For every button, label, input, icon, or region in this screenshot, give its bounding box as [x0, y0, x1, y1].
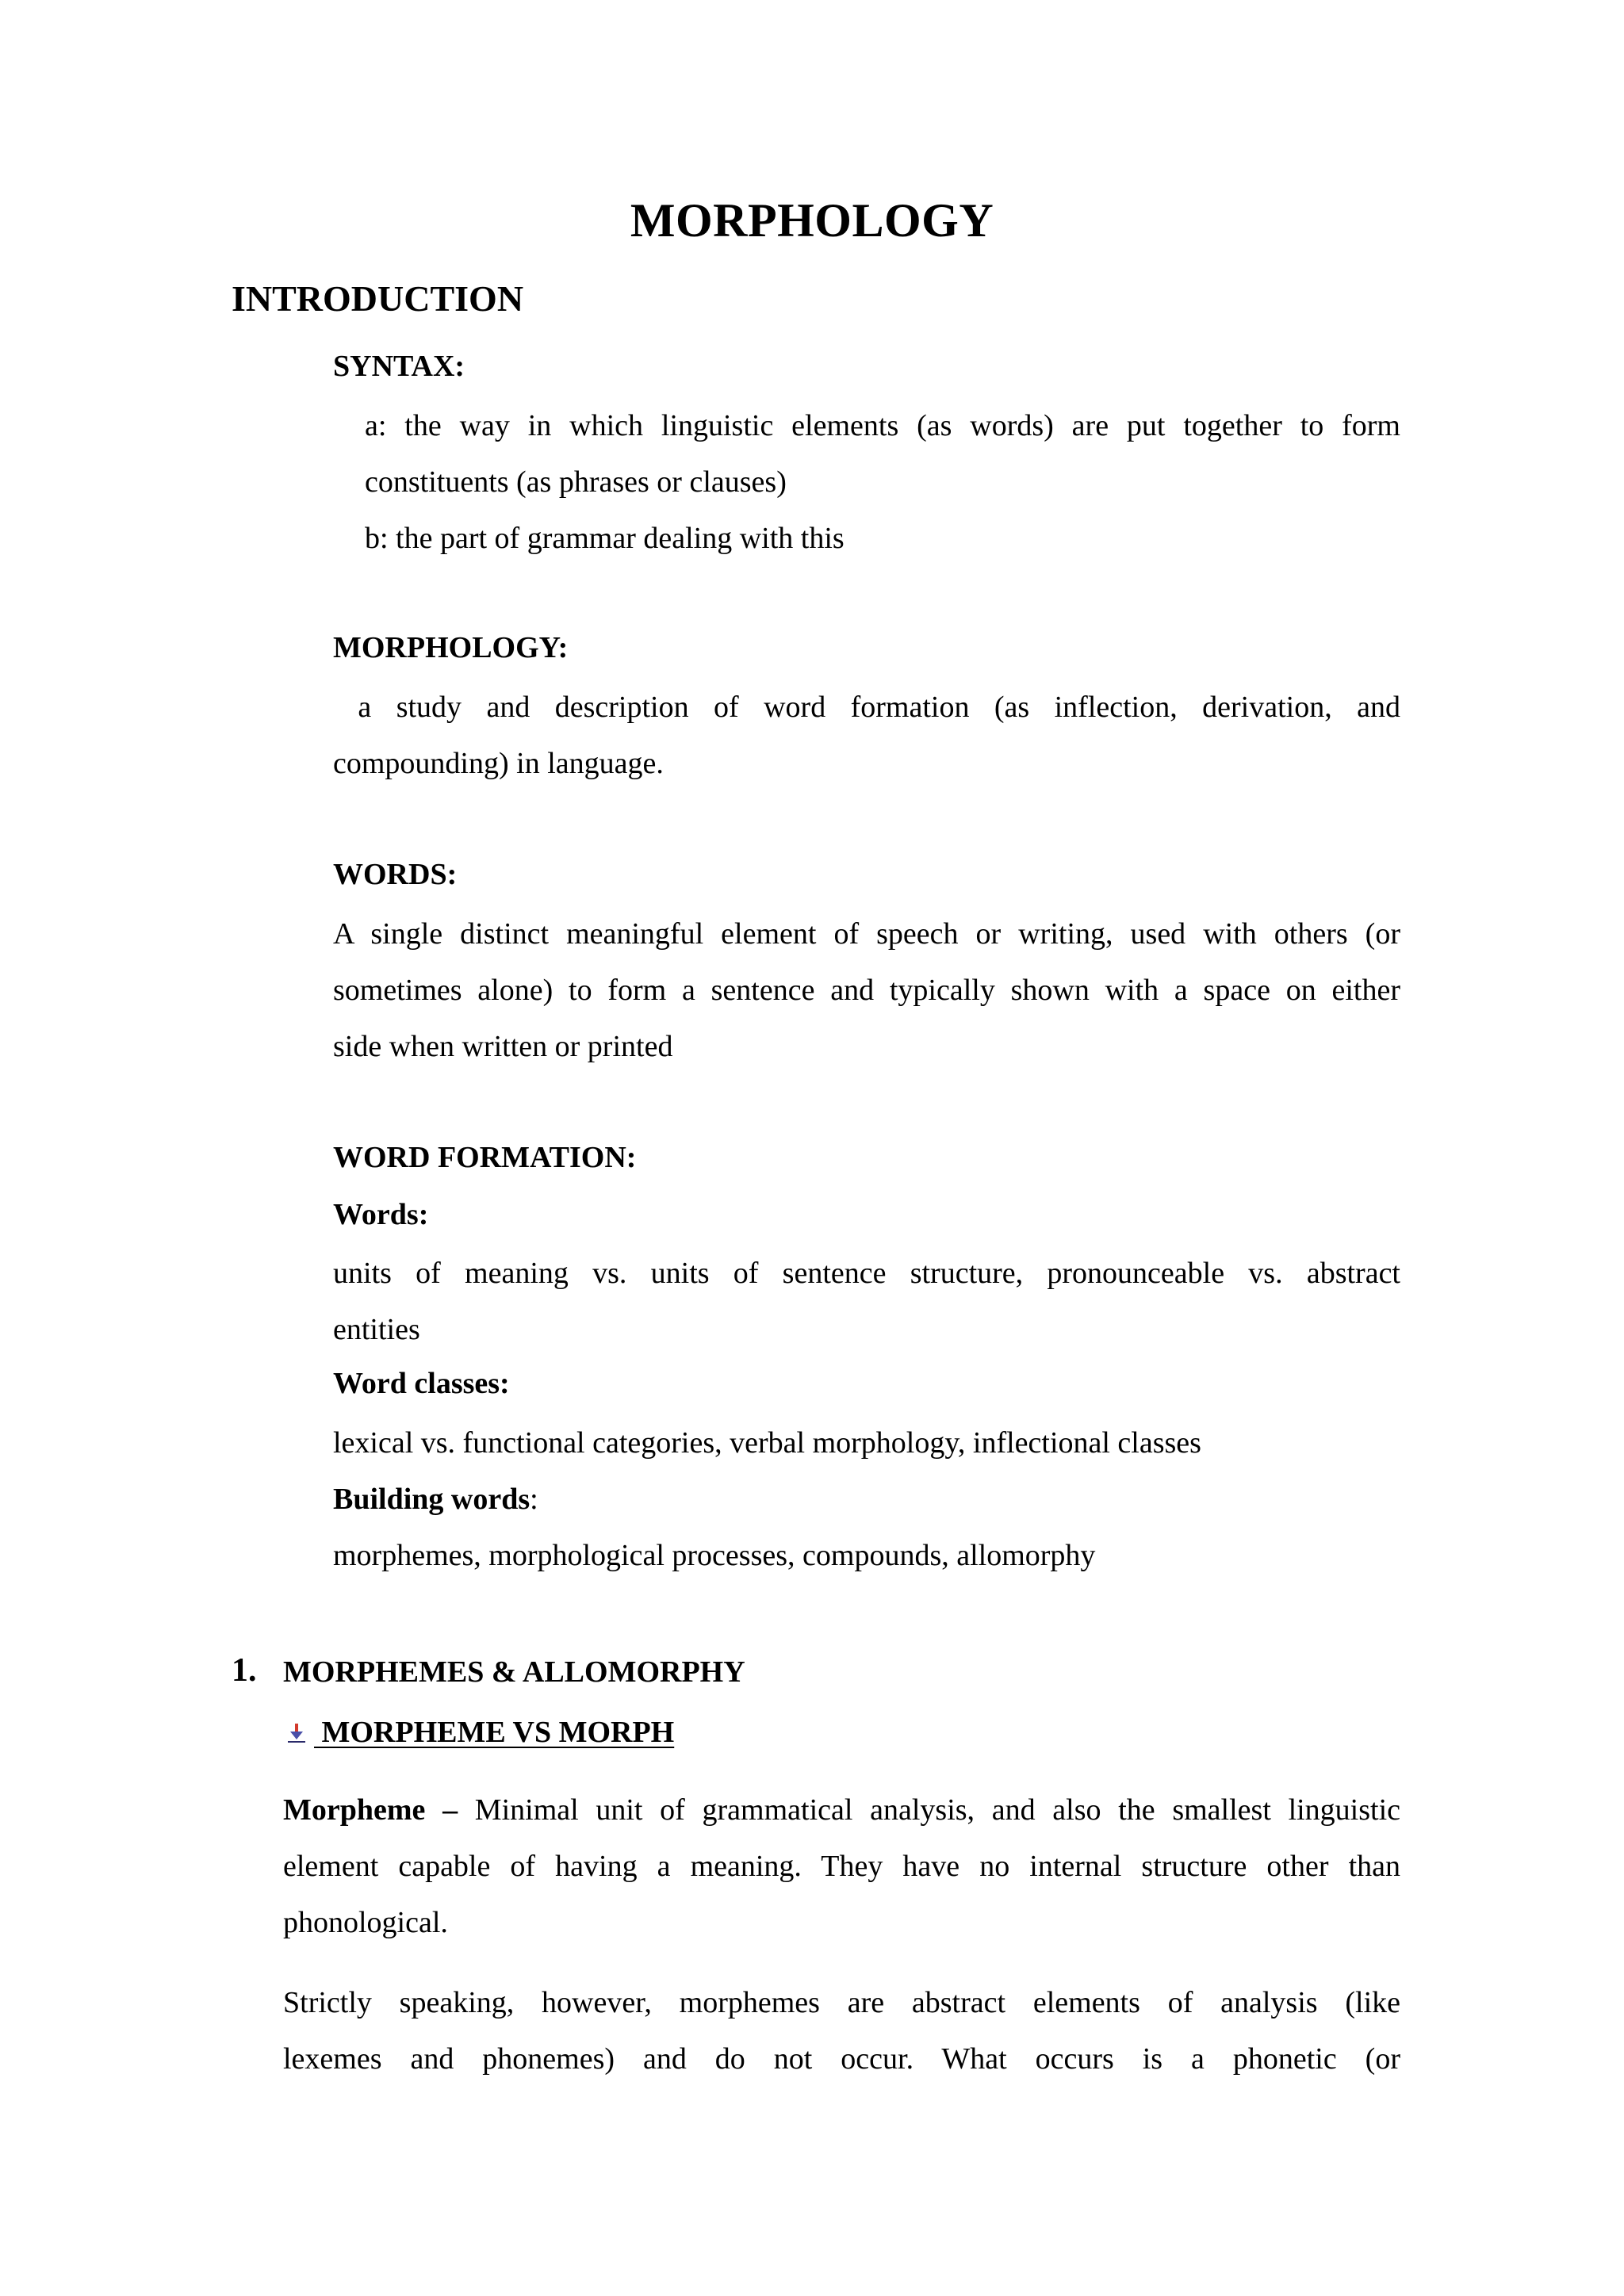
words-definition-line1: A single distinct meaningful element of speech or writing, used with others (or — [333, 917, 1400, 951]
morphology-heading: MORPHOLOGY: — [333, 631, 569, 664]
building-words-label: Building words — [333, 1483, 530, 1516]
arrow-bullet-icon — [285, 1722, 308, 1744]
morpheme-definition-line3: phonological. — [283, 1906, 448, 1939]
syntax-definition-a-line2: constituents (as phrases or clauses) — [365, 465, 787, 499]
building-words-subheading — [333, 1471, 538, 1528]
syntax-heading: SYNTAX: — [333, 350, 465, 383]
page-title: MORPHOLOGY — [630, 194, 994, 247]
syntax-definition-b: b: the part of grammar dealing with this — [365, 522, 845, 555]
section-number: 1. — [232, 1652, 257, 1689]
word-classes-subheading: Word classes: — [333, 1367, 510, 1400]
word-formation-heading: WORD FORMATION: — [333, 1141, 637, 1174]
morpheme-definition-text: Minimal unit of grammatical analysis, and also the smallest linguistic — [458, 1793, 1401, 1827]
introduction-heading: INTRODUCTION — [232, 278, 524, 319]
words-definition-line3: side when written or printed — [333, 1030, 673, 1063]
morpheme-definition-line1 — [283, 1782, 1400, 1839]
word-classes-description: lexical vs. functional categories, verbal morphology, inflectional classes — [333, 1426, 1201, 1460]
strictly-speaking-line2: lexemes and phonemes) and do not occur. What occurs is a phonetic (or — [283, 2042, 1400, 2076]
syntax-definition-a-line1: a: the way in which linguistic elements (as words) are put together to form — [365, 409, 1400, 442]
strictly-speaking-line1: Strictly speaking, however, morphemes are abstract elements of analysis (like — [283, 1986, 1400, 2019]
morphology-definition-line1: a study and description of word formation (as inflection, derivation, and — [333, 691, 1400, 724]
morpheme-definition-line2: element capable of having a meaning. They have no internal structure other than — [283, 1850, 1400, 1883]
words-description-line1: units of meaning vs. units of sentence structure, pronounceable vs. abstract — [333, 1257, 1400, 1290]
words-heading: WORDS: — [333, 858, 458, 891]
building-words-colon: : — [530, 1483, 538, 1516]
building-words-description: morphemes, morphological processes, compounds, allomorphy — [333, 1539, 1096, 1572]
words-subheading: Words: — [333, 1198, 429, 1231]
morphology-definition-line2: compounding) in language. — [333, 747, 664, 780]
section-title: MORPHEMES & ALLOMORPHY — [283, 1655, 745, 1689]
morpheme-term: Morpheme – — [283, 1793, 458, 1827]
morpheme-vs-morph-subheading: MORPHEME VS MORPH — [314, 1716, 675, 1749]
words-definition-line2: sometimes alone) to form a sentence and typically shown with a space on either — [333, 974, 1400, 1007]
words-description-line2: entities — [333, 1313, 420, 1346]
